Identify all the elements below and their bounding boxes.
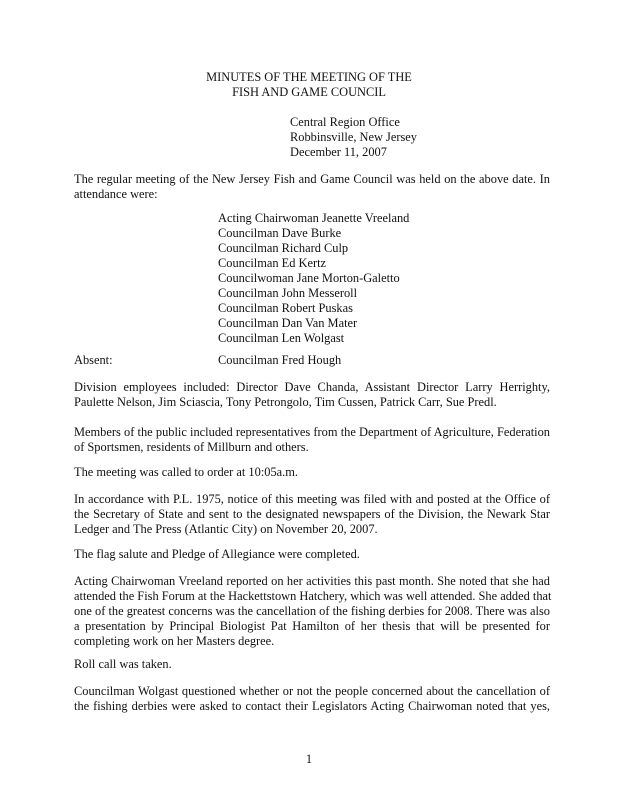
notice-paragraph: In accordance with P.L. 1975, notice of this meeting was filed with and posted at the Office of the Secretary of State and sent to the designated newspapers of the Division, the Newark Star Ledger and The Press (Atlantic City) on November 20, 2007. xyxy=(74,492,550,536)
meeting-city: Robbinsville, New Jersey xyxy=(290,130,417,144)
attendee-item: Councilman Len Wolgast xyxy=(218,331,345,345)
meeting-location-block xyxy=(290,115,417,160)
attendee-item: Councilman Richard Culp xyxy=(218,241,349,255)
absent-label: Absent: xyxy=(74,353,113,367)
meeting-date: December 11, 2007 xyxy=(290,145,387,159)
attendee-item: Councilman Robert Puskas xyxy=(218,301,353,315)
attendee-item: Acting Chairwoman Jeanette Vreeland xyxy=(218,211,410,225)
employees-paragraph: Division employees included: Director Dave Chanda, Assistant Director Larry Herrighty, Paulette Nelson, Jim Sciascia, Tony Petrongolo, Tim Cussen, Patrick Carr, Sue Predl. xyxy=(74,380,550,409)
wolgast-paragraph: Councilman Wolgast questioned whether or not the people concerned about the cancellation of the fishing derbies were asked to contact their Legislators Acting Chairwoman noted that yes, xyxy=(74,684,550,713)
chair-report-paragraph: Acting Chairwoman Vreeland reported on her activities this past month. She noted that she had attended the Fish Forum at the Hackettstown Hatchery, which was well attended. She added that one of the greatest concerns was the cancellation of the fishing derbies for 2008. There was also a presentation by Principal Biologist Pat Hamilton of her thesis that will be presented for completing work on her Masters degree. xyxy=(74,574,552,648)
attendee-item: Councilman Ed Kertz xyxy=(218,256,327,270)
called-to-order-paragraph: The meeting was called to order at 10:05a.m. xyxy=(74,465,298,479)
attendee-item: Councilman Dan Van Mater xyxy=(218,316,358,330)
attendee-item: Councilman Dave Burke xyxy=(218,226,342,240)
attendee-list xyxy=(218,211,409,346)
absent-name: Councilman Fred Hough xyxy=(218,353,342,367)
intro-paragraph: The regular meeting of the New Jersey Fish and Game Council was held on the above date. In attendance were: xyxy=(74,172,550,201)
title-line-2: FISH AND GAME COUNCIL xyxy=(232,85,386,99)
roll-call-paragraph: Roll call was taken. xyxy=(74,657,172,671)
public-paragraph: Members of the public included representatives from the Department of Agriculture, Federation of Sportsmen, residents of Millburn and others. xyxy=(74,425,550,454)
meeting-office: Central Region Office xyxy=(290,115,400,129)
page-number: 1 xyxy=(305,752,313,766)
flag-salute-paragraph: The flag salute and Pledge of Allegiance were completed. xyxy=(74,547,360,561)
attendee-item: Councilwoman Jane Morton-Galetto xyxy=(218,271,400,285)
document-title xyxy=(0,70,618,100)
title-line-1: MINUTES OF THE MEETING OF THE xyxy=(206,70,412,84)
attendee-item: Councilman John Messeroll xyxy=(218,286,358,300)
